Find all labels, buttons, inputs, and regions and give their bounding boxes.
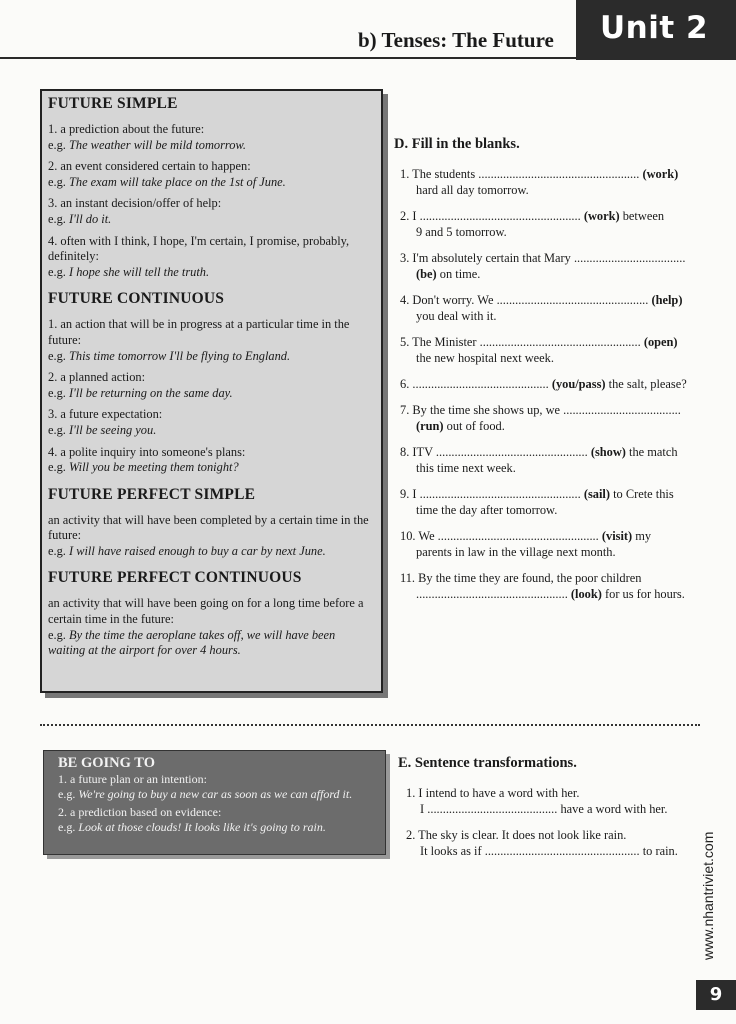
grammar-example: Look at those clouds! It looks like it's going to rain. bbox=[78, 820, 326, 834]
exercise-item bbox=[400, 376, 702, 392]
grammar-item bbox=[48, 445, 375, 476]
grammar-item bbox=[48, 513, 375, 560]
item-text: you deal with it. bbox=[416, 309, 497, 323]
item-number: 10. bbox=[400, 529, 416, 543]
exercise-item bbox=[400, 208, 702, 240]
exercise-item bbox=[400, 528, 702, 560]
grammar-example: I hope she will tell the truth. bbox=[69, 264, 210, 279]
item-text: The Minister .................................................... bbox=[412, 335, 641, 349]
item-text: I .................................................... bbox=[412, 209, 581, 223]
eg-label: e.g. bbox=[48, 264, 66, 279]
exercise-item bbox=[400, 292, 702, 324]
be-going-to-heading: BE GOING TO bbox=[58, 755, 155, 771]
item-text: between bbox=[622, 209, 665, 223]
grammar-example: I'll do it. bbox=[69, 211, 112, 226]
exercise-d-title: D. Fill in the blanks. bbox=[394, 136, 520, 152]
item-text: the new hospital next week. bbox=[416, 351, 554, 365]
grammar-item bbox=[48, 122, 375, 153]
item-text: 9 and 5 tomorrow. bbox=[416, 225, 507, 239]
grammar-example: The weather will be mild tomorrow. bbox=[69, 137, 246, 152]
item-text: It looks as if bbox=[420, 844, 482, 858]
verb-prompt: (visit) bbox=[601, 529, 633, 543]
grammar-rule: 2. a prediction based on evidence: bbox=[58, 805, 222, 819]
grammar-rule: 1. a prediction about the future: bbox=[48, 122, 205, 136]
verb-prompt: (open) bbox=[643, 335, 678, 349]
eg-label: e.g. bbox=[48, 385, 66, 400]
item-text: I bbox=[420, 802, 425, 816]
item-number: 7. bbox=[400, 403, 410, 417]
grammar-rule: 1. a future plan or an intention: bbox=[58, 772, 207, 786]
item-text: to Crete this bbox=[613, 487, 674, 501]
grammar-item bbox=[48, 370, 375, 401]
eg-label: e.g. bbox=[58, 787, 76, 801]
grammar-rule: an activity that will have been going on for a long time before a certain time in the future: bbox=[48, 596, 364, 627]
item-text: have a word with her. bbox=[560, 802, 668, 816]
future-perfect-simple-heading: FUTURE PERFECT SIMPLE bbox=[48, 485, 256, 503]
grammar-example: This time tomorrow I'll be flying to England. bbox=[69, 348, 291, 363]
eg-label: e.g. bbox=[58, 820, 76, 834]
eg-label: e.g. bbox=[48, 460, 66, 475]
item-text: for us for hours. bbox=[605, 587, 685, 601]
exercise-item bbox=[400, 570, 702, 602]
header-rule bbox=[0, 57, 580, 59]
be-going-to-box bbox=[43, 750, 386, 855]
grammar-rule: 1. an action that will be in progress at a particular time in the future: bbox=[48, 317, 350, 347]
verb-prompt: (you/pass) bbox=[551, 377, 606, 391]
item-text: By the time they are found, the poor children bbox=[418, 571, 642, 585]
grammar-reference-box bbox=[40, 89, 383, 693]
grammar-example: The exam will take place on the 1st of June. bbox=[69, 174, 286, 189]
item-number: 1. bbox=[406, 786, 416, 800]
verb-prompt: (help) bbox=[651, 293, 683, 307]
item-number: 5. bbox=[400, 335, 410, 349]
grammar-item bbox=[48, 317, 375, 364]
item-text: out of food. bbox=[446, 419, 505, 433]
dotted-separator bbox=[40, 724, 700, 726]
grammar-item bbox=[48, 196, 375, 227]
grammar-example: Will you be meeting them tonight? bbox=[69, 460, 239, 475]
page-number: 9 bbox=[696, 980, 736, 1010]
verb-prompt: (work) bbox=[583, 209, 620, 223]
future-continuous-heading: FUTURE CONTINUOUS bbox=[48, 290, 225, 308]
future-perfect-continuous-heading: FUTURE PERFECT CONTINUOUS bbox=[48, 569, 302, 587]
grammar-rule: 4. a polite inquiry into someone's plans: bbox=[48, 444, 246, 459]
item-text: ............................................ bbox=[412, 377, 549, 391]
grammar-rule: 3. a future expectation: bbox=[48, 407, 163, 422]
item-number: 4. bbox=[400, 293, 410, 307]
future-simple-heading: FUTURE SIMPLE bbox=[48, 95, 178, 112]
grammar-rule: 2. a planned action: bbox=[48, 370, 146, 385]
exercise-item bbox=[400, 444, 702, 476]
grammar-rule: 2. an event considered certain to happen: bbox=[48, 159, 251, 174]
verb-prompt: (sail) bbox=[583, 487, 610, 501]
unit-label: Unit 2 bbox=[600, 10, 709, 46]
grammar-example: I'll be seeing you. bbox=[69, 422, 157, 437]
item-number: 9. bbox=[400, 487, 410, 501]
item-number: 6. bbox=[400, 377, 410, 391]
item-blank: ................................................. bbox=[416, 587, 568, 601]
exercise-item bbox=[406, 827, 696, 859]
eg-label: e.g. bbox=[48, 174, 66, 189]
eg-label: e.g. bbox=[48, 348, 66, 363]
item-number: 8. bbox=[400, 445, 410, 459]
item-number: 2. bbox=[400, 209, 410, 223]
verb-prompt: (show) bbox=[590, 445, 626, 459]
grammar-rule: 4. often with I think, I hope, I'm certain, I promise, probably, definitely: bbox=[48, 233, 350, 264]
exercise-item bbox=[400, 250, 702, 282]
item-blank: .......................................... bbox=[427, 802, 558, 816]
grammar-example: I'll be returning on the same day. bbox=[69, 385, 233, 400]
exercise-e-list bbox=[406, 785, 696, 869]
item-text: on time. bbox=[439, 267, 481, 281]
verb-prompt: (work) bbox=[642, 167, 679, 181]
grammar-rule: 3. an instant decision/offer of help: bbox=[48, 196, 222, 211]
item-number: 11. bbox=[400, 571, 416, 585]
grammar-example: I will have raised enough to buy a car by next June. bbox=[69, 543, 326, 558]
item-text: I .................................................... bbox=[412, 487, 581, 501]
item-text: to rain. bbox=[642, 844, 678, 858]
item-text: this time next week. bbox=[416, 461, 516, 475]
item-text: time the day after tomorrow. bbox=[416, 503, 558, 517]
grammar-item bbox=[58, 805, 371, 835]
grammar-item bbox=[48, 407, 375, 438]
grammar-item bbox=[48, 234, 375, 281]
verb-prompt: (be) bbox=[416, 267, 437, 281]
website-url: www.nhantriviet.com bbox=[700, 831, 716, 960]
exercise-item bbox=[400, 334, 702, 366]
grammar-item bbox=[48, 159, 375, 190]
exercise-e-title: E. Sentence transformations. bbox=[398, 755, 577, 771]
item-blank: .................................................. bbox=[484, 844, 640, 858]
item-text: I intend to have a word with her. bbox=[418, 786, 580, 800]
exercise-item bbox=[400, 166, 702, 198]
item-text: my bbox=[635, 529, 652, 543]
item-text: We .................................................... bbox=[418, 529, 599, 543]
grammar-rule: an activity that will have been completed by a certain time in the future: bbox=[48, 512, 369, 543]
item-text: parents in law in the village next month. bbox=[416, 545, 616, 559]
eg-label: e.g. bbox=[48, 543, 66, 558]
item-text: the match bbox=[629, 445, 678, 459]
verb-prompt: (look) bbox=[570, 587, 602, 601]
item-text: I'm absolutely certain that Mary .................................... bbox=[412, 251, 686, 265]
verb-prompt: (run) bbox=[416, 419, 444, 433]
item-number: 2. bbox=[406, 828, 416, 842]
grammar-item bbox=[58, 772, 371, 802]
item-text: Don't worry. We ................................................. bbox=[412, 293, 649, 307]
exercise-d-list bbox=[400, 166, 702, 612]
eg-label: e.g. bbox=[48, 137, 66, 152]
grammar-example: We're going to buy a new car as soon as we can afford it. bbox=[78, 787, 353, 801]
item-text: The students .................................................... bbox=[412, 167, 640, 181]
item-number: 3. bbox=[400, 251, 410, 265]
item-text: hard all day tomorrow. bbox=[416, 183, 529, 197]
item-text: By the time she shows up, we ...................................... bbox=[412, 403, 681, 417]
grammar-example: By the time the aeroplane takes off, we will have been waiting at the airport for over 4 hours. bbox=[48, 627, 336, 658]
grammar-item bbox=[48, 596, 375, 658]
unit-badge bbox=[576, 0, 736, 60]
section-title: b) Tenses: The Future bbox=[358, 28, 554, 52]
eg-label: e.g. bbox=[48, 627, 66, 642]
exercise-item bbox=[400, 402, 702, 434]
exercise-item bbox=[400, 486, 702, 518]
eg-label: e.g. bbox=[48, 211, 66, 226]
item-text: The sky is clear. It does not look like rain. bbox=[418, 828, 627, 842]
exercise-item bbox=[406, 785, 696, 817]
item-text: ITV ................................................. bbox=[412, 445, 588, 459]
item-text: the salt, please? bbox=[608, 377, 687, 391]
item-number: 1. bbox=[400, 167, 410, 181]
eg-label: e.g. bbox=[48, 422, 66, 437]
